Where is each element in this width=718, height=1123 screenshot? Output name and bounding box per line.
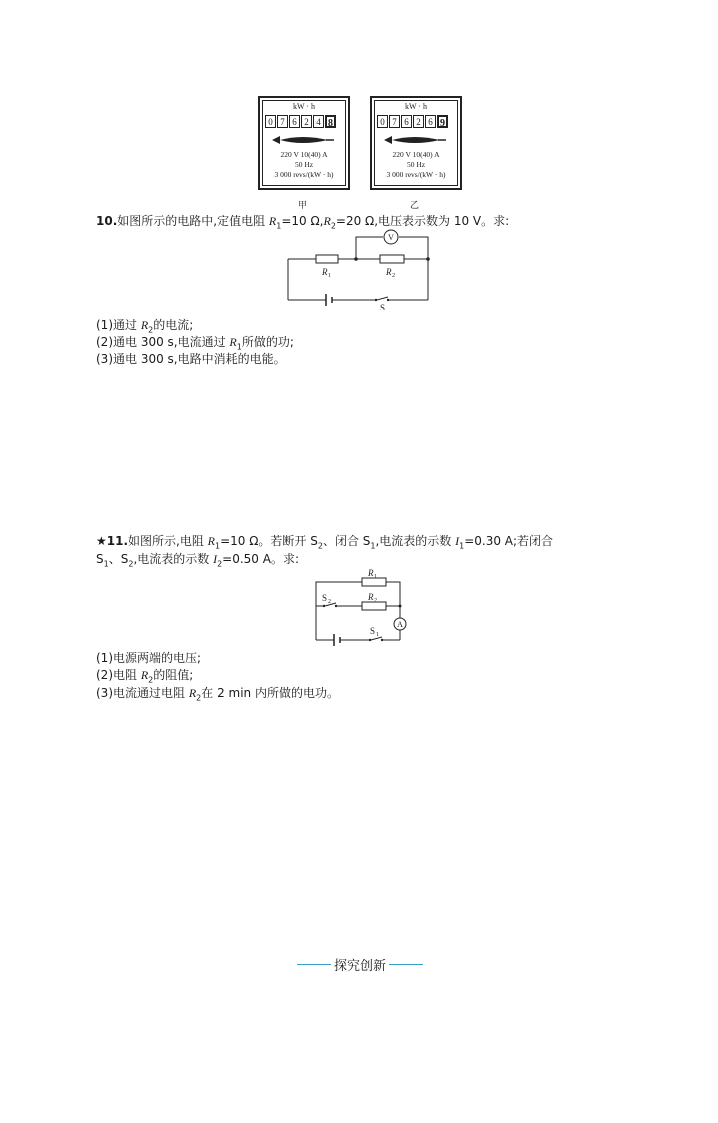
stem-text: 如图所示,电阻 bbox=[128, 534, 208, 548]
meter-digit: 2 bbox=[413, 115, 424, 128]
var-sub: 1 bbox=[459, 541, 465, 551]
part-text: 的电流; bbox=[153, 318, 194, 332]
stem-text: =0.30 A;若闭合 bbox=[464, 534, 554, 548]
meter-freq: 50 Hz bbox=[406, 160, 426, 169]
var-r: R bbox=[140, 318, 149, 332]
meter-freq: 50 Hz bbox=[294, 160, 314, 169]
meter-digit-decimal: 9 bbox=[437, 115, 448, 128]
resistor-r2 bbox=[380, 255, 404, 263]
switch-contact bbox=[369, 639, 371, 641]
part-text: (1)通过 bbox=[96, 318, 141, 332]
question-11-part-1 bbox=[96, 649, 201, 666]
resistor-r1 bbox=[316, 255, 338, 263]
divider bbox=[389, 964, 423, 965]
junction-node bbox=[354, 257, 358, 261]
var-sub: 1 bbox=[236, 342, 242, 352]
question-11-stem-line-1 bbox=[96, 532, 553, 550]
voltmeter-label: V bbox=[388, 233, 394, 242]
junction-node bbox=[399, 605, 402, 608]
meter-digit: 7 bbox=[389, 115, 400, 128]
var-i: I bbox=[455, 534, 460, 548]
part-text: 的阻值; bbox=[153, 668, 194, 682]
meter-unit: kW · h bbox=[404, 102, 428, 111]
stem-text: =20 Ω,电压表示数为 10 V。求: bbox=[335, 214, 510, 228]
var-sub: 2 bbox=[330, 221, 336, 231]
r2-label-sub: 2 bbox=[392, 273, 395, 279]
part-text: (1)电源两端的电压; bbox=[96, 651, 202, 665]
stem-text: 、闭合 S bbox=[322, 534, 371, 548]
divider bbox=[297, 964, 331, 965]
meter-caption-jia: 甲 bbox=[298, 200, 308, 210]
meter-digit: 0 bbox=[265, 115, 276, 128]
switch-contact bbox=[387, 299, 389, 301]
circuit-diagram-q11 bbox=[312, 566, 412, 646]
meter-revs: 3 000 revs/(kW · h) bbox=[386, 170, 446, 179]
question-11-part-2 bbox=[96, 666, 193, 684]
s1-label-sub: 1 bbox=[376, 632, 379, 638]
meter-revs: 3 000 revs/(kW · h) bbox=[274, 170, 334, 179]
meter-rating: 220 V 10(40) A bbox=[392, 150, 440, 159]
ammeter-label: A bbox=[397, 620, 403, 629]
question-number: 10. bbox=[96, 214, 118, 228]
r2-label: R bbox=[368, 592, 374, 602]
var-sub: 1 bbox=[103, 559, 109, 569]
r2-label-sub: 2 bbox=[374, 598, 377, 604]
var-i: I bbox=[213, 552, 218, 566]
stem-text: =10 Ω。若断开 S bbox=[220, 534, 318, 548]
r1-label: R bbox=[368, 568, 374, 578]
meter-digit: 4 bbox=[313, 115, 324, 128]
r1-label: R bbox=[322, 267, 328, 277]
var-sub: 2 bbox=[196, 693, 202, 703]
var-r: R bbox=[207, 534, 215, 548]
junction-node bbox=[426, 257, 430, 261]
switch-label: S bbox=[380, 303, 386, 310]
question-10-part-2 bbox=[96, 333, 294, 351]
switch-contact bbox=[375, 299, 377, 301]
stem-text: ,电流表的示数 bbox=[375, 534, 456, 548]
part-text: (3)通电 300 s,电路中消耗的电能。 bbox=[96, 352, 286, 366]
meter-digit: 6 bbox=[425, 115, 436, 128]
stem-text: S bbox=[96, 552, 104, 566]
question-10-part-3 bbox=[96, 350, 286, 367]
stem-text: =10 Ω, bbox=[281, 214, 324, 228]
stem-text: =0.50 A。求: bbox=[222, 552, 300, 566]
meter-digit: 6 bbox=[289, 115, 300, 128]
meter-jia bbox=[258, 96, 350, 190]
var-sub: 1 bbox=[215, 541, 221, 551]
var-r: R bbox=[268, 214, 277, 228]
s2-label-sub: 2 bbox=[328, 599, 331, 605]
meter-caption-yi: 乙 bbox=[410, 200, 420, 210]
var-r: R bbox=[140, 668, 149, 682]
part-text: (3)电流通过电阻 bbox=[96, 686, 189, 700]
battery-symbol bbox=[334, 634, 340, 646]
arrow-icon bbox=[384, 135, 446, 145]
switch-contact bbox=[323, 605, 325, 607]
meter-digit: 6 bbox=[401, 115, 412, 128]
meter-digits bbox=[265, 115, 337, 128]
r1-label-sub: 1 bbox=[328, 273, 331, 279]
var-sub: 2 bbox=[128, 559, 134, 569]
meter-rating: 220 V 10(40) A bbox=[280, 150, 328, 159]
part-text: 所做的功; bbox=[241, 335, 294, 349]
s2-label: S bbox=[322, 593, 328, 603]
var-r: R bbox=[323, 214, 331, 228]
meter-yi bbox=[370, 96, 462, 190]
var-sub: 2 bbox=[317, 541, 323, 551]
part-text: (2)通电 300 s,电流通过 bbox=[96, 335, 230, 349]
meter-digit: 0 bbox=[377, 115, 388, 128]
part-text: (2)电阻 bbox=[96, 668, 141, 682]
stem-text: 如图所示的电路中,定值电阻 bbox=[117, 214, 269, 228]
section-title bbox=[297, 955, 423, 974]
var-sub: 1 bbox=[370, 541, 376, 551]
meter-digit: 2 bbox=[301, 115, 312, 128]
var-sub: 2 bbox=[217, 559, 223, 569]
meter-digit-decimal: 8 bbox=[325, 115, 336, 128]
var-sub: 2 bbox=[148, 675, 154, 685]
question-10-part-1 bbox=[96, 316, 193, 334]
circuit-diagram-q10 bbox=[282, 228, 434, 310]
stem-text: ,电流表的示数 bbox=[133, 552, 214, 566]
var-r: R bbox=[229, 335, 237, 349]
question-number: ★11. bbox=[96, 534, 129, 548]
meter-digit: 7 bbox=[277, 115, 288, 128]
s1-label: S bbox=[370, 626, 376, 636]
r2-label: R bbox=[386, 267, 392, 277]
stem-text: 、S bbox=[108, 552, 129, 566]
part-text: 在 2 min 内所做的电功。 bbox=[201, 686, 339, 700]
battery-symbol bbox=[326, 294, 332, 306]
meter-unit: kW · h bbox=[292, 102, 316, 111]
question-11-part-3 bbox=[96, 684, 339, 702]
question-11-stem-line-2 bbox=[96, 550, 299, 568]
var-sub: 1 bbox=[276, 221, 282, 231]
meter-digits bbox=[377, 115, 449, 128]
arrow-icon bbox=[272, 135, 334, 145]
section-title-text: 探究创新 bbox=[333, 959, 386, 974]
var-sub: 2 bbox=[148, 325, 154, 335]
switch-contact bbox=[335, 605, 337, 607]
var-r: R bbox=[188, 686, 197, 700]
switch-contact bbox=[381, 639, 383, 641]
r1-label-sub: 1 bbox=[374, 574, 377, 580]
